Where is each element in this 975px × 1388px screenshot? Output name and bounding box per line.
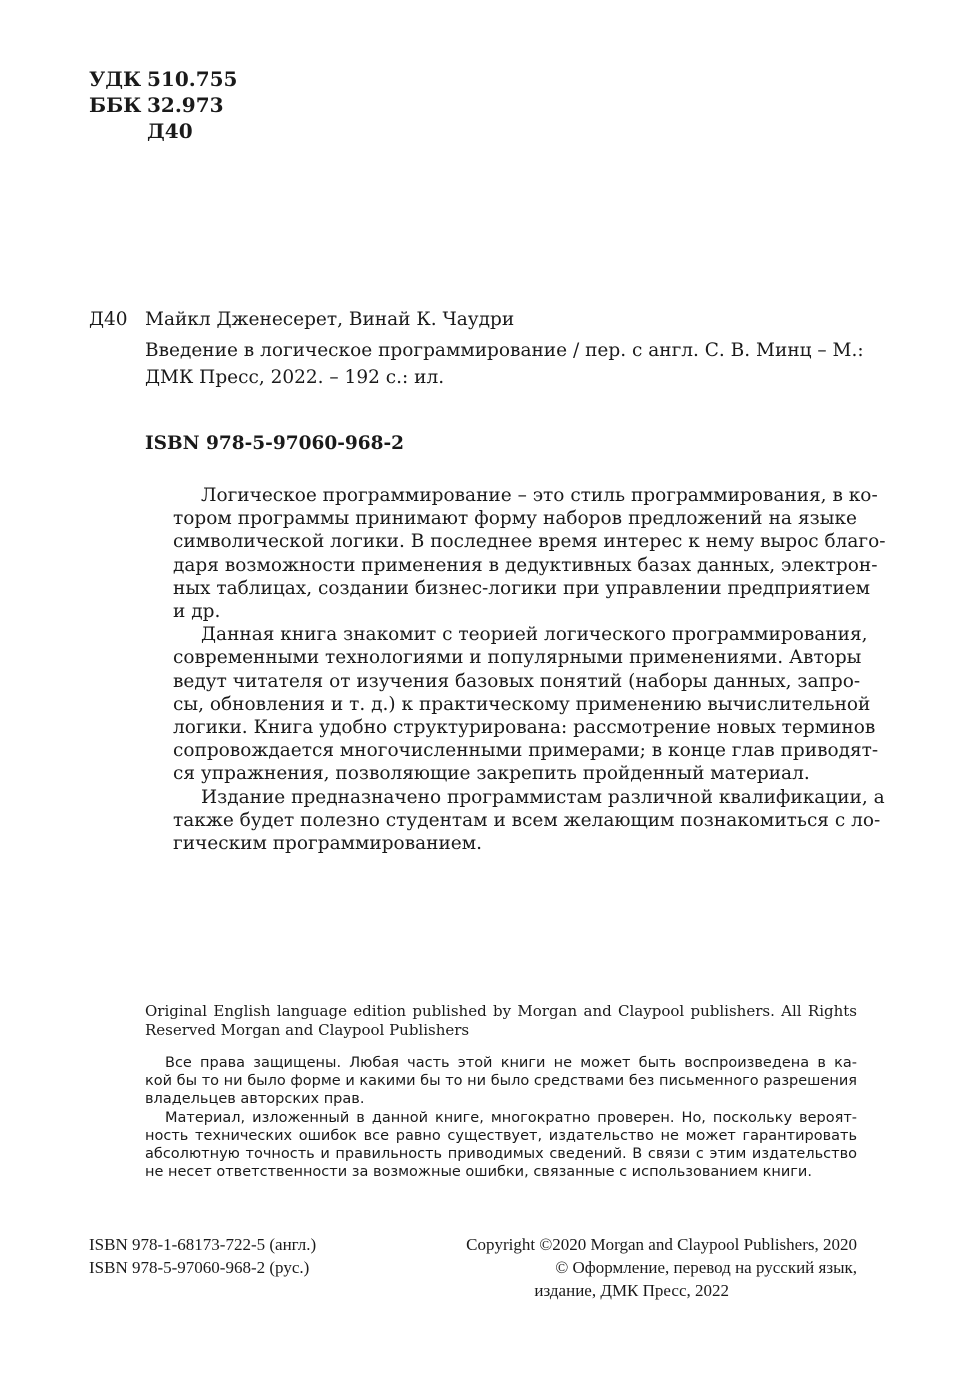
copyright-line: © Оформление, перевод на русский язык, [555, 1258, 857, 1277]
abstract-line: сопровождается многочисленными примерами; в конце глав приводят- [173, 740, 879, 762]
udc-value: 510.755 [147, 67, 238, 91]
author-mark-row [89, 118, 237, 144]
abstract-paragraph [145, 786, 885, 856]
rights-line: ность технических ошибок все равно существует, издательство не может гарантировать [145, 1127, 857, 1144]
entry-description [145, 337, 865, 391]
classification-block [89, 66, 237, 144]
abstract-line: тором программы принимают форму наборов предложений на языке [173, 508, 857, 530]
rights-line: не несет ответственности за возможные ошибки, связанные с использованием книги. [145, 1164, 812, 1181]
original-edition-line: Reserved Morgan and Claypool Publishers [145, 1021, 470, 1039]
entry-code: Д40 [89, 309, 128, 330]
isbn-list [89, 1233, 316, 1279]
abstract-line: сы, обновления и т. д.) к практическому применению вычислительной [173, 693, 871, 715]
abstract-line: даря возможности применения в дедуктивных базах данных, электрон- [173, 554, 878, 576]
entry-description-line: Введение в логическое программирование / пер. с англ. С. В. Минц – М.: [145, 340, 864, 361]
original-edition-line: Original English language edition published by Morgan and Claypool publishers. All Rights [145, 1002, 857, 1020]
rights-line: владельцев авторских прав. [145, 1091, 365, 1108]
udc-key: УДК [89, 67, 142, 91]
copyright-line: издание, ДМК Пресс, 2022 [534, 1281, 729, 1300]
isbn-russian: ISBN 978-5-97060-968-2 (рус.) [89, 1258, 310, 1277]
abstract-line: ведут читателя от изучения базовых понятий (наборы данных, запро- [173, 670, 861, 692]
abstract-line: Данная книга знакомит с теорией логического программирования, [201, 624, 868, 646]
abstract-line: символической логики. В последнее время интерес к нему вырос благо- [173, 531, 886, 553]
udc-row [89, 66, 237, 92]
abstract-line: и др. [173, 601, 221, 623]
rights-line: кой бы то ни было форме и какими бы то ни было средствами без письменного разрешения [145, 1073, 857, 1090]
isbn-main: ISBN 978-5-97060-968-2 [145, 433, 405, 454]
entry-authors: Майкл Дженесерет, Винай К. Чаудри [145, 309, 515, 330]
bbk-value: 32.973 [147, 93, 224, 117]
abstract-line: гическим программированием. [173, 833, 483, 855]
copyright-line: Copyright ©2020 Morgan and Claypool Publishers, 2020 [466, 1235, 857, 1254]
copyright-block [466, 1233, 857, 1302]
original-edition-note [145, 1002, 857, 1040]
rights-line: Все права защищены. Любая часть этой книги не может быть воспроизведена в ка- [165, 1055, 857, 1071]
abstract-line: ных таблицах, создании бизнес-логики при управлении предприятием [173, 577, 871, 599]
rights-paragraph [145, 1109, 857, 1182]
rights-line: абсолютную точность и правильность приводимых сведений. В связи с этим издательство [145, 1146, 857, 1163]
abstract [145, 484, 886, 855]
abstract-line: логики. Книга удобно структурирована: рассмотрение новых терминов [173, 717, 876, 739]
entry-description-line: ДМК Пресс, 2022. – 192 с.: ил. [145, 367, 445, 388]
author-mark-value: Д40 [147, 119, 193, 143]
rights-line: Материал, изложенный в данной книге, многократно проверен. Но, поскольку вероят- [165, 1109, 857, 1126]
abstract-line: также будет полезно студентам и всем желающим познакомиться с ло- [173, 809, 881, 831]
rights-paragraph [145, 1054, 857, 1109]
abstract-line: Логическое программирование – это стиль программирования, в ко- [201, 485, 878, 506]
abstract-paragraph [145, 484, 886, 623]
abstract-line: современными технологиями и популярными применениями. Авторы [173, 647, 862, 669]
abstract-line: ся упражнения, позволяющие закрепить пройденный материал. [173, 763, 810, 785]
abstract-line: Издание предназначено программистам различной квалификации, а [201, 786, 885, 808]
abstract-paragraph [145, 623, 879, 785]
isbn-english: ISBN 978-1-68173-722-5 (англ.) [89, 1235, 317, 1254]
rights-notice [145, 1054, 857, 1181]
bbk-row [89, 92, 237, 118]
bbk-key: ББК [89, 93, 142, 117]
